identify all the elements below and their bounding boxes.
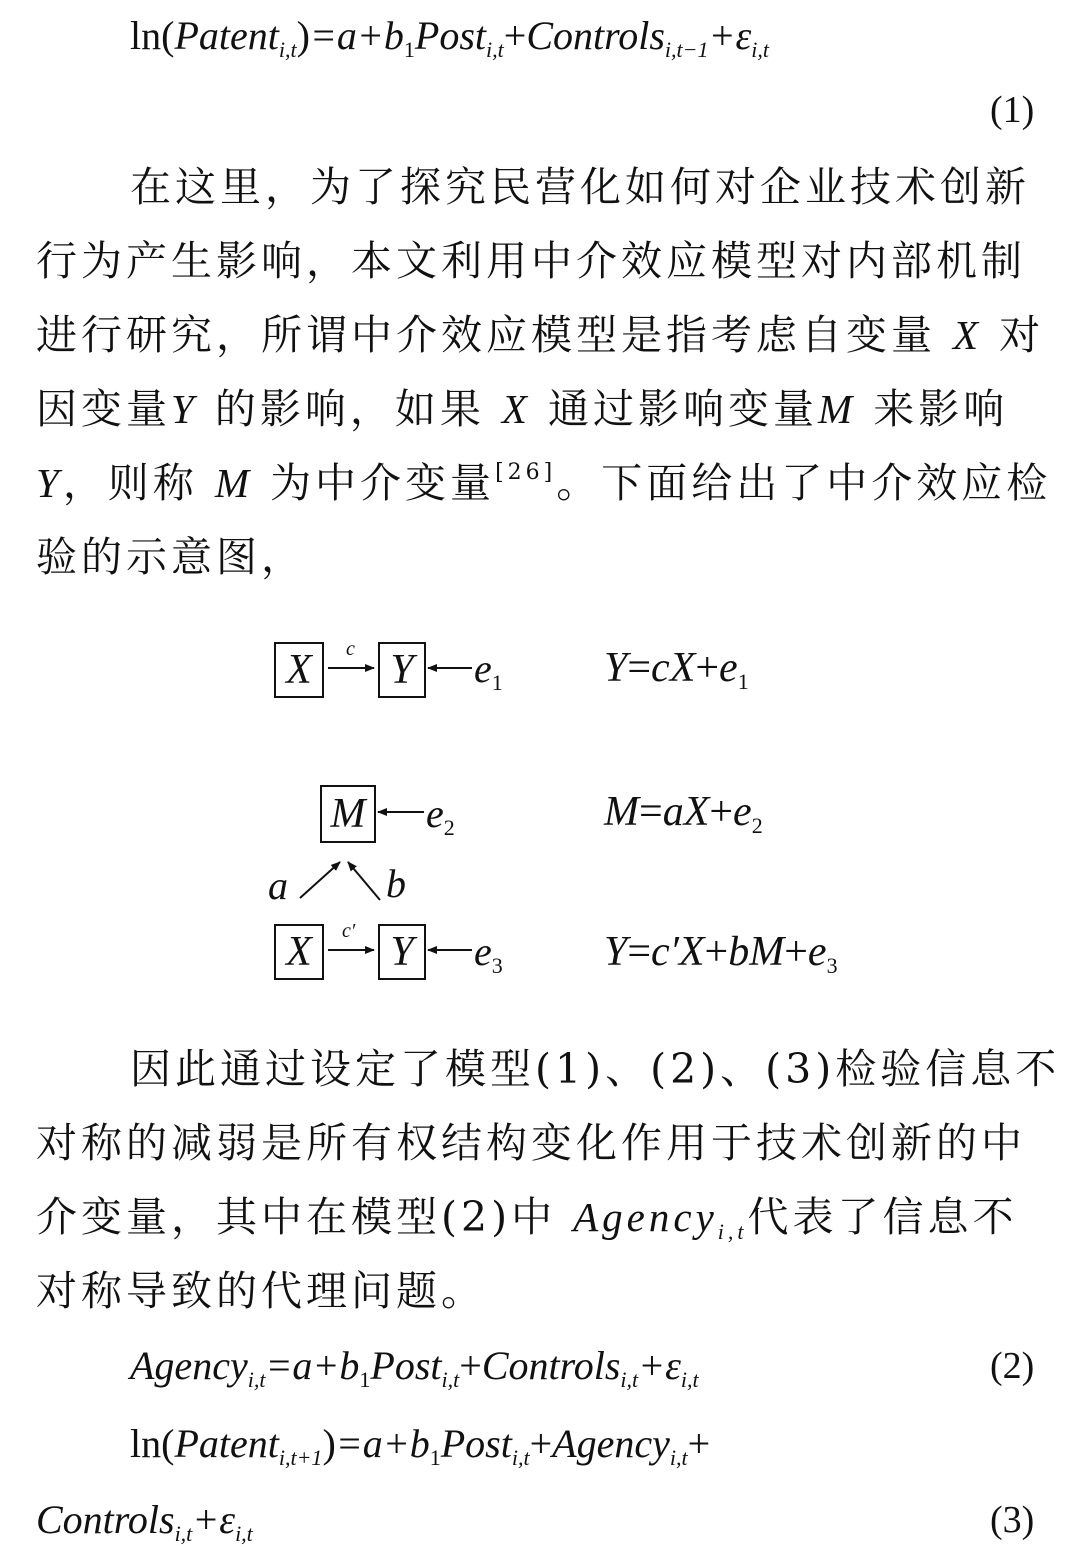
eq2-post-sub: i,t [441,1367,460,1392]
p1-l4-y: Y [171,386,198,432]
p2-l3-agency: Agency [573,1194,718,1240]
eq3-ln: ln( [130,1421,175,1466]
teq-c: c [651,645,670,691]
deq-bm: bM [728,929,785,975]
eq2-post: Post [370,1343,442,1388]
teq-plus: + [695,645,720,691]
teq-e: e [719,645,738,691]
label-a: a [268,863,288,908]
p1-l4-d: 来影响 [873,385,1009,433]
arrow-x-to-m [300,862,340,898]
eq3-post-sub: i,t [511,1445,530,1470]
eq2-agency: Agency [130,1343,248,1388]
deq-x: X [678,929,705,975]
p1-l4-m: M [818,386,857,432]
eq2-agency-sub: i,t [247,1367,266,1392]
arrow-m-to-y [348,862,380,900]
equation-3-number: (3) [990,1499,1035,1541]
p2-line-3 [36,1180,1056,1254]
meq-e-sub: 2 [751,813,763,838]
p2-line-2: 对称的减弱是所有权结构变化作用于技术创新的中 [36,1119,1026,1167]
meq-m: M [604,789,639,835]
p1-l5-y: Y [36,460,63,506]
eq2-rhs: =a+b [265,1343,360,1388]
deq-eq: = [627,929,652,975]
deq-y: Y [604,929,628,975]
p1-line-1: 在这里，为了探究民营化如何对企业技术创新 [130,163,1030,211]
meq-a: a [662,789,684,835]
eq1-controls-sub: i,t−1 [664,37,709,62]
label-c-prime: c′ [342,920,356,942]
paragraph-2 [36,1032,1061,1328]
p1-l4-b: 的影响，如果 [214,385,485,433]
equation-mediator [604,788,763,836]
label-e2 [426,790,455,840]
box-x-top: X [274,642,324,698]
p1-l5-c: 。下面给出了中介效应检 [556,459,1052,507]
equation-3-line-1 [130,1420,710,1468]
eq1-close: ) [296,13,310,58]
p1-l5-b: 为中介变量 [270,459,496,507]
eq1-controls: Controls [526,13,665,58]
eq3-epsilon: +ε [192,1497,236,1542]
eq3-controls: Controls [36,1497,175,1542]
e3-letter: e [474,929,492,974]
p1-l5-a: ，则称 [62,459,198,507]
label-b: b [386,861,406,906]
teq-eq: = [627,645,652,691]
box-y-top: Y [378,642,426,698]
eq3-agency-sub: i,t [669,1445,688,1470]
equation-direct-effect [604,928,838,976]
eq2-eps-sub: i,t [680,1367,699,1392]
eq3-agency: Agency [552,1421,670,1466]
p1-l5-m: M [214,460,254,506]
label-c: c [346,638,355,660]
equation-2 [130,1342,699,1390]
eq1-plus: + [503,13,527,58]
p1-l3-b: 对 [999,311,1045,359]
equation-total-effect [604,644,749,692]
eq1-ln: ln( [130,13,175,58]
p2-line-1: 因此通过设定了模型(1)、(2)、(3)检验信息不 [130,1045,1061,1093]
p1-l4-a: 因变量 [36,385,171,433]
eq1-post-sub: i,t [486,37,504,62]
teq-y: Y [604,645,628,691]
eq3-post: Post [440,1421,512,1466]
eq2-controls: Controls [481,1343,621,1388]
p2-l3-a: 介变量，其中在模型(2)中 [36,1193,557,1241]
e1-sub: 1 [491,670,503,695]
eq2-b-sub: 1 [359,1367,371,1392]
eq2-controls-sub: i,t [620,1367,639,1392]
eq3-patent-sub: i,t+1 [278,1445,323,1470]
p1-line-2: 行为产生影响，本文利用中介效应模型对内部机制 [36,237,1026,285]
deq-c-prime: c′ [651,929,679,975]
deq-e-sub: 3 [826,953,838,978]
eq3-patent: Patent [174,1421,279,1466]
p1-l3-x: X [953,312,983,358]
eq1-post: Post [414,13,487,58]
p2-l3-sub: i,t [717,1219,748,1244]
deq-e: e [807,929,827,975]
p1-line-6: 验的示意图， [36,533,306,581]
eq2-plus: + [459,1343,482,1388]
eq3-close: ) [322,1421,336,1466]
eq1-epsilon: +ε [708,13,752,58]
p2-l3-b: 代表了信息不 [747,1193,1018,1241]
teq-e-sub: 1 [737,669,749,694]
p2-line-4: 对称导致的代理问题。 [36,1267,486,1315]
eq1-patent-sub: i,t [278,37,297,62]
eq3-eps-sub: i,t [235,1521,253,1546]
eq1-b-sub: 1 [403,37,415,62]
meq-e: e [733,789,752,835]
meq-eq: = [639,789,663,835]
e1-letter: e [474,646,492,691]
citation-26: [26] [495,460,557,485]
p1-l4-c: 通过影响变量 [548,385,818,433]
eq3-rhs: =a+b [335,1421,430,1466]
e3-sub: 3 [491,953,503,978]
equation-2-number: (2) [990,1345,1035,1387]
p1-l4-x: X [501,386,531,432]
box-x-bottom: X [274,924,324,980]
deq-plus1: + [704,929,729,975]
label-e1 [474,645,503,695]
eq3-plus-trail: + [687,1421,711,1466]
eq3-controls-sub: i,t [174,1521,193,1546]
teq-x: X [669,645,696,691]
eq3-plus1: + [529,1421,553,1466]
eq1-eps-sub: i,t [751,37,769,62]
meq-x: X [683,789,710,835]
meq-plus: + [709,789,734,835]
label-e3 [474,928,503,978]
equation-3-line-2 [36,1496,253,1544]
eq1-patent: Patent [174,13,279,58]
p1-l3-a: 进行研究，所谓中介效应模型是指考虑自变量 [36,311,936,359]
e2-letter: e [426,791,444,836]
deq-plus2: + [784,929,808,975]
eq2-epsilon: +ε [638,1343,681,1388]
e2-sub: 2 [443,815,455,840]
box-y-bottom: Y [378,924,426,980]
equation-1-number: (1) [990,89,1035,131]
box-m: M [320,785,376,843]
eq1-rhs: =a+b [309,13,404,58]
eq3-b-sub: 1 [429,1445,441,1470]
